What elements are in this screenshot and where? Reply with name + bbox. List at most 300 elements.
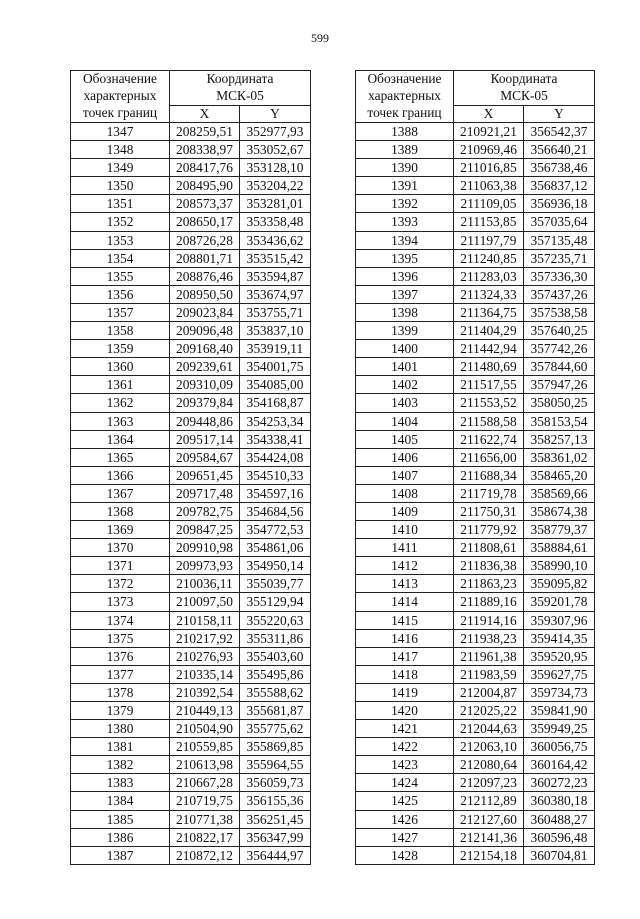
point-number-cell: 1362 xyxy=(71,394,170,412)
point-number-cell: 1401 xyxy=(356,358,454,376)
y-coordinate-cell: 357135,48 xyxy=(524,231,595,249)
point-number-cell: 1405 xyxy=(356,430,454,448)
x-coordinate-cell: 208338,97 xyxy=(170,141,240,159)
point-number-cell: 1390 xyxy=(356,159,454,177)
y-coordinate-cell: 360380,18 xyxy=(524,792,595,810)
point-number-cell: 1406 xyxy=(356,448,454,466)
y-coordinate-cell: 353052,67 xyxy=(240,141,311,159)
table-row xyxy=(71,502,311,520)
x-coordinate-cell: 208573,37 xyxy=(170,195,240,213)
table-row xyxy=(71,123,311,141)
point-number-cell: 1397 xyxy=(356,285,454,303)
x-coordinate-cell: 209584,67 xyxy=(170,448,240,466)
table-row xyxy=(356,647,595,665)
x-coordinate-cell: 210036,11 xyxy=(170,575,240,593)
x-column-header: X xyxy=(170,105,240,122)
x-coordinate-cell: 208950,50 xyxy=(170,285,240,303)
y-coordinate-cell: 357844,60 xyxy=(524,358,595,376)
point-number-cell: 1376 xyxy=(71,647,170,665)
table-row xyxy=(71,846,311,864)
point-number-cell: 1374 xyxy=(71,611,170,629)
table-row xyxy=(356,502,595,520)
table-row xyxy=(71,611,311,629)
x-coordinate-cell: 209310,09 xyxy=(170,376,240,394)
y-coordinate-cell: 360488,27 xyxy=(524,810,595,828)
y-coordinate-cell: 355129,94 xyxy=(240,593,311,611)
point-number-cell: 1409 xyxy=(356,502,454,520)
point-number-cell: 1373 xyxy=(71,593,170,611)
y-coordinate-cell: 359307,96 xyxy=(524,611,595,629)
x-coordinate-cell: 211197,79 xyxy=(454,231,524,249)
point-number-cell: 1379 xyxy=(71,702,170,720)
x-coordinate-cell: 212080,64 xyxy=(454,756,524,774)
table-row xyxy=(356,738,595,756)
y-coordinate-cell: 359095,82 xyxy=(524,575,595,593)
x-coordinate-cell: 208495,90 xyxy=(170,177,240,195)
x-coordinate-cell: 212112,89 xyxy=(454,792,524,810)
point-number-cell: 1413 xyxy=(356,575,454,593)
y-coordinate-cell: 359841,90 xyxy=(524,702,595,720)
x-coordinate-cell: 210097,50 xyxy=(170,593,240,611)
y-coordinate-cell: 357538,58 xyxy=(524,303,595,321)
point-number-cell: 1367 xyxy=(71,484,170,502)
y-coordinate-cell: 358569,66 xyxy=(524,484,595,502)
y-coordinate-cell: 354510,33 xyxy=(240,466,311,484)
table-row xyxy=(71,557,311,575)
y-coordinate-cell: 353128,10 xyxy=(240,159,311,177)
x-coordinate-cell: 210335,14 xyxy=(170,665,240,683)
y-coordinate-cell: 353674,97 xyxy=(240,285,311,303)
x-coordinate-cell: 211914,16 xyxy=(454,611,524,629)
x-coordinate-cell: 211836,38 xyxy=(454,557,524,575)
y-coordinate-cell: 354597,16 xyxy=(240,484,311,502)
point-number-cell: 1389 xyxy=(356,141,454,159)
point-number-cell: 1361 xyxy=(71,376,170,394)
point-number-cell: 1363 xyxy=(71,412,170,430)
point-number-cell: 1408 xyxy=(356,484,454,502)
point-number-cell: 1425 xyxy=(356,792,454,810)
table-row xyxy=(356,141,595,159)
header-line: Обозначение xyxy=(367,71,442,87)
table-row xyxy=(71,249,311,267)
x-coordinate-cell: 208801,71 xyxy=(170,249,240,267)
y-coordinate-cell: 353358,48 xyxy=(240,213,311,231)
y-coordinate-cell: 354772,53 xyxy=(240,521,311,539)
point-number-cell: 1358 xyxy=(71,322,170,340)
point-number-cell: 1383 xyxy=(71,774,170,792)
table-row xyxy=(71,213,311,231)
point-number-cell: 1416 xyxy=(356,629,454,647)
table-row xyxy=(356,159,595,177)
coordinate-system-header xyxy=(454,71,595,106)
point-number-cell: 1360 xyxy=(71,358,170,376)
point-number-cell: 1427 xyxy=(356,828,454,846)
header-line: Обозначение xyxy=(83,71,157,87)
y-coordinate-cell: 354684,56 xyxy=(240,502,311,520)
point-number-cell: 1375 xyxy=(71,629,170,647)
table-row xyxy=(356,774,595,792)
x-coordinate-cell: 211622,74 xyxy=(454,430,524,448)
x-coordinate-cell: 209782,75 xyxy=(170,502,240,520)
y-coordinate-cell: 356936,18 xyxy=(524,195,595,213)
point-number-cell: 1371 xyxy=(71,557,170,575)
table-row xyxy=(356,285,595,303)
table-row xyxy=(356,828,595,846)
point-number-cell: 1412 xyxy=(356,557,454,575)
y-coordinate-cell: 357437,26 xyxy=(524,285,595,303)
y-coordinate-cell: 358257,13 xyxy=(524,430,595,448)
point-number-cell: 1424 xyxy=(356,774,454,792)
x-coordinate-cell: 211517,55 xyxy=(454,376,524,394)
point-number-cell: 1368 xyxy=(71,502,170,520)
y-coordinate-cell: 352977,93 xyxy=(240,123,311,141)
y-coordinate-cell: 358779,37 xyxy=(524,521,595,539)
point-number-cell: 1387 xyxy=(71,846,170,864)
table-row xyxy=(71,647,311,665)
table-row xyxy=(356,484,595,502)
x-coordinate-cell: 210217,92 xyxy=(170,629,240,647)
table-row xyxy=(356,340,595,358)
header-line: характерных xyxy=(83,88,157,104)
point-number-cell: 1350 xyxy=(71,177,170,195)
y-coordinate-cell: 357235,71 xyxy=(524,249,595,267)
y-coordinate-cell: 354253,34 xyxy=(240,412,311,430)
y-coordinate-cell: 360596,48 xyxy=(524,828,595,846)
x-coordinate-cell: 211656,00 xyxy=(454,448,524,466)
x-coordinate-cell: 211588,58 xyxy=(454,412,524,430)
x-coordinate-cell: 212141,36 xyxy=(454,828,524,846)
x-coordinate-cell: 209168,40 xyxy=(170,340,240,358)
x-coordinate-cell: 210822,17 xyxy=(170,828,240,846)
point-number-cell: 1348 xyxy=(71,141,170,159)
x-coordinate-cell: 208726,28 xyxy=(170,231,240,249)
table-row xyxy=(356,448,595,466)
point-number-cell: 1352 xyxy=(71,213,170,231)
header-row xyxy=(356,71,595,106)
x-coordinate-cell: 212127,60 xyxy=(454,810,524,828)
y-coordinate-cell: 355588,62 xyxy=(240,683,311,701)
table-row xyxy=(71,340,311,358)
x-coordinate-cell: 210872,12 xyxy=(170,846,240,864)
x-coordinate-cell: 208417,76 xyxy=(170,159,240,177)
table-row xyxy=(71,792,311,810)
y-coordinate-cell: 354168,87 xyxy=(240,394,311,412)
table-row xyxy=(356,702,595,720)
point-number-cell: 1377 xyxy=(71,665,170,683)
table-row xyxy=(71,521,311,539)
table-row xyxy=(356,720,595,738)
y-coordinate-cell: 354001,75 xyxy=(240,358,311,376)
coordinate-system-header xyxy=(170,71,311,106)
point-number-cell: 1415 xyxy=(356,611,454,629)
point-number-cell: 1359 xyxy=(71,340,170,358)
x-coordinate-cell: 209847,25 xyxy=(170,521,240,539)
y-column-header: Y xyxy=(240,105,311,122)
table-row xyxy=(71,539,311,557)
x-coordinate-cell: 211364,75 xyxy=(454,303,524,321)
y-coordinate-cell: 354861,06 xyxy=(240,539,311,557)
y-coordinate-cell: 358990,10 xyxy=(524,557,595,575)
table-row xyxy=(356,665,595,683)
x-coordinate-cell: 210921,21 xyxy=(454,123,524,141)
point-number-cell: 1386 xyxy=(71,828,170,846)
y-coordinate-cell: 353919,11 xyxy=(240,340,311,358)
table-row xyxy=(71,267,311,285)
table-row xyxy=(356,322,595,340)
point-number-cell: 1400 xyxy=(356,340,454,358)
x-coordinate-cell: 211750,31 xyxy=(454,502,524,520)
x-coordinate-cell: 211863,23 xyxy=(454,575,524,593)
point-number-cell: 1417 xyxy=(356,647,454,665)
x-coordinate-cell: 211779,92 xyxy=(454,521,524,539)
x-coordinate-cell: 211688,34 xyxy=(454,466,524,484)
point-designation-header xyxy=(356,71,454,123)
coordinates-table-left xyxy=(70,70,311,865)
table-row xyxy=(356,575,595,593)
y-coordinate-cell: 357640,25 xyxy=(524,322,595,340)
y-coordinate-cell: 359201,78 xyxy=(524,593,595,611)
x-coordinate-cell: 211063,38 xyxy=(454,177,524,195)
y-coordinate-cell: 356251,45 xyxy=(240,810,311,828)
table-row xyxy=(71,448,311,466)
table-row xyxy=(71,702,311,720)
point-number-cell: 1382 xyxy=(71,756,170,774)
y-coordinate-cell: 360704,81 xyxy=(524,846,595,864)
x-coordinate-cell: 210392,54 xyxy=(170,683,240,701)
table-row xyxy=(356,376,595,394)
x-coordinate-cell: 212004,87 xyxy=(454,683,524,701)
table-row xyxy=(71,141,311,159)
x-coordinate-cell: 210449,13 xyxy=(170,702,240,720)
y-coordinate-cell: 354424,08 xyxy=(240,448,311,466)
x-coordinate-cell: 209717,48 xyxy=(170,484,240,502)
table-row xyxy=(71,303,311,321)
y-coordinate-cell: 358153,54 xyxy=(524,412,595,430)
table-row xyxy=(71,756,311,774)
y-coordinate-cell: 355869,85 xyxy=(240,738,311,756)
y-coordinate-cell: 356542,37 xyxy=(524,123,595,141)
y-coordinate-cell: 355495,86 xyxy=(240,665,311,683)
table-row xyxy=(356,521,595,539)
point-number-cell: 1393 xyxy=(356,213,454,231)
point-number-cell: 1357 xyxy=(71,303,170,321)
point-number-cell: 1394 xyxy=(356,231,454,249)
table-row xyxy=(71,774,311,792)
x-coordinate-cell: 211442,94 xyxy=(454,340,524,358)
y-coordinate-cell: 356059,73 xyxy=(240,774,311,792)
y-coordinate-cell: 360272,23 xyxy=(524,774,595,792)
header-line: МСК-05 xyxy=(500,87,548,103)
point-number-cell: 1384 xyxy=(71,792,170,810)
table-row xyxy=(356,213,595,231)
page-number: 599 xyxy=(311,31,329,45)
y-coordinate-cell: 357742,26 xyxy=(524,340,595,358)
x-coordinate-cell: 211283,03 xyxy=(454,267,524,285)
y-coordinate-cell: 357336,30 xyxy=(524,267,595,285)
y-coordinate-cell: 357035,64 xyxy=(524,213,595,231)
y-coordinate-cell: 360164,42 xyxy=(524,756,595,774)
table-row xyxy=(71,828,311,846)
y-coordinate-cell: 358465,20 xyxy=(524,466,595,484)
table-row xyxy=(71,738,311,756)
table-row xyxy=(356,539,595,557)
table-row xyxy=(71,394,311,412)
y-coordinate-cell: 353204,22 xyxy=(240,177,311,195)
point-number-cell: 1369 xyxy=(71,521,170,539)
x-coordinate-cell: 211109,05 xyxy=(454,195,524,213)
table-row xyxy=(356,123,595,141)
y-coordinate-cell: 354085,00 xyxy=(240,376,311,394)
point-number-cell: 1410 xyxy=(356,521,454,539)
x-coordinate-cell: 209096,48 xyxy=(170,322,240,340)
y-coordinate-cell: 356837,12 xyxy=(524,177,595,195)
point-number-cell: 1355 xyxy=(71,267,170,285)
y-column-header: Y xyxy=(524,105,595,122)
point-number-cell: 1396 xyxy=(356,267,454,285)
table-row xyxy=(71,358,311,376)
table-row xyxy=(356,267,595,285)
point-number-cell: 1426 xyxy=(356,810,454,828)
y-coordinate-cell: 360056,75 xyxy=(524,738,595,756)
x-coordinate-cell: 211889,16 xyxy=(454,593,524,611)
table-row xyxy=(71,430,311,448)
y-coordinate-cell: 353281,01 xyxy=(240,195,311,213)
x-coordinate-cell: 210504,90 xyxy=(170,720,240,738)
point-number-cell: 1380 xyxy=(71,720,170,738)
y-coordinate-cell: 358050,25 xyxy=(524,394,595,412)
point-number-cell: 1414 xyxy=(356,593,454,611)
point-number-cell: 1385 xyxy=(71,810,170,828)
table-row xyxy=(356,231,595,249)
table-row xyxy=(356,249,595,267)
y-coordinate-cell: 358361,02 xyxy=(524,448,595,466)
header-line: точек границ xyxy=(82,104,158,120)
x-coordinate-cell: 211240,85 xyxy=(454,249,524,267)
header-line: характерных xyxy=(368,88,441,104)
table-row xyxy=(356,412,595,430)
x-coordinate-cell: 211404,29 xyxy=(454,322,524,340)
table-row xyxy=(356,792,595,810)
point-number-cell: 1378 xyxy=(71,683,170,701)
table-row xyxy=(71,466,311,484)
x-coordinate-cell: 210158,11 xyxy=(170,611,240,629)
x-coordinate-cell: 209448,86 xyxy=(170,412,240,430)
x-coordinate-cell: 210771,38 xyxy=(170,810,240,828)
y-coordinate-cell: 355964,55 xyxy=(240,756,311,774)
x-coordinate-cell: 211808,61 xyxy=(454,539,524,557)
x-coordinate-cell: 210969,46 xyxy=(454,141,524,159)
x-coordinate-cell: 211324,33 xyxy=(454,285,524,303)
y-coordinate-cell: 359949,25 xyxy=(524,720,595,738)
table-row xyxy=(71,683,311,701)
x-coordinate-cell: 212044,63 xyxy=(454,720,524,738)
point-number-cell: 1364 xyxy=(71,430,170,448)
x-coordinate-cell: 208650,17 xyxy=(170,213,240,231)
y-coordinate-cell: 356155,36 xyxy=(240,792,311,810)
table-row xyxy=(71,376,311,394)
y-coordinate-cell: 354950,14 xyxy=(240,557,311,575)
table-row xyxy=(356,593,595,611)
y-coordinate-cell: 353755,71 xyxy=(240,303,311,321)
y-coordinate-cell: 356347,99 xyxy=(240,828,311,846)
table-row xyxy=(356,810,595,828)
point-number-cell: 1428 xyxy=(356,846,454,864)
table-row xyxy=(71,412,311,430)
y-coordinate-cell: 359414,35 xyxy=(524,629,595,647)
y-coordinate-cell: 356444,97 xyxy=(240,846,311,864)
x-coordinate-cell: 208259,51 xyxy=(170,123,240,141)
point-number-cell: 1411 xyxy=(356,539,454,557)
header-line: Координата xyxy=(490,71,558,86)
x-coordinate-cell: 211961,38 xyxy=(454,647,524,665)
y-coordinate-cell: 355681,87 xyxy=(240,702,311,720)
table-row xyxy=(356,756,595,774)
table-row xyxy=(71,810,311,828)
table-row xyxy=(356,195,595,213)
point-number-cell: 1351 xyxy=(71,195,170,213)
point-number-cell: 1356 xyxy=(71,285,170,303)
x-coordinate-cell: 212025,22 xyxy=(454,702,524,720)
point-number-cell: 1418 xyxy=(356,665,454,683)
table-row xyxy=(71,177,311,195)
table-row xyxy=(356,303,595,321)
table-row xyxy=(71,159,311,177)
table-row xyxy=(356,611,595,629)
y-coordinate-cell: 358884,61 xyxy=(524,539,595,557)
point-designation-header xyxy=(71,71,170,123)
y-coordinate-cell: 359520,95 xyxy=(524,647,595,665)
y-coordinate-cell: 355403,60 xyxy=(240,647,311,665)
y-coordinate-cell: 356738,46 xyxy=(524,159,595,177)
point-number-cell: 1381 xyxy=(71,738,170,756)
table-row xyxy=(71,593,311,611)
point-number-cell: 1370 xyxy=(71,539,170,557)
table-row xyxy=(71,231,311,249)
table-row xyxy=(71,322,311,340)
point-number-cell: 1423 xyxy=(356,756,454,774)
x-coordinate-cell: 210719,75 xyxy=(170,792,240,810)
header-line: точек границ xyxy=(367,104,442,120)
point-number-cell: 1403 xyxy=(356,394,454,412)
y-coordinate-cell: 353837,10 xyxy=(240,322,311,340)
point-number-cell: 1422 xyxy=(356,738,454,756)
x-coordinate-cell: 209973,93 xyxy=(170,557,240,575)
x-coordinate-cell: 209651,45 xyxy=(170,466,240,484)
point-number-cell: 1402 xyxy=(356,376,454,394)
point-number-cell: 1421 xyxy=(356,720,454,738)
header-row xyxy=(71,71,311,106)
x-coordinate-cell: 212154,18 xyxy=(454,846,524,864)
table-row xyxy=(71,195,311,213)
coordinates-table-right xyxy=(355,70,595,865)
table-row xyxy=(71,665,311,683)
x-coordinate-cell: 210559,85 xyxy=(170,738,240,756)
table-row xyxy=(356,430,595,448)
point-number-cell: 1365 xyxy=(71,448,170,466)
point-number-cell: 1391 xyxy=(356,177,454,195)
point-number-cell: 1354 xyxy=(71,249,170,267)
y-coordinate-cell: 356640,21 xyxy=(524,141,595,159)
table-row xyxy=(71,285,311,303)
point-number-cell: 1407 xyxy=(356,466,454,484)
y-coordinate-cell: 359627,75 xyxy=(524,665,595,683)
point-number-cell: 1388 xyxy=(356,123,454,141)
point-number-cell: 1420 xyxy=(356,702,454,720)
point-number-cell: 1392 xyxy=(356,195,454,213)
y-coordinate-cell: 354338,41 xyxy=(240,430,311,448)
x-coordinate-cell: 209517,14 xyxy=(170,430,240,448)
table-row xyxy=(356,557,595,575)
